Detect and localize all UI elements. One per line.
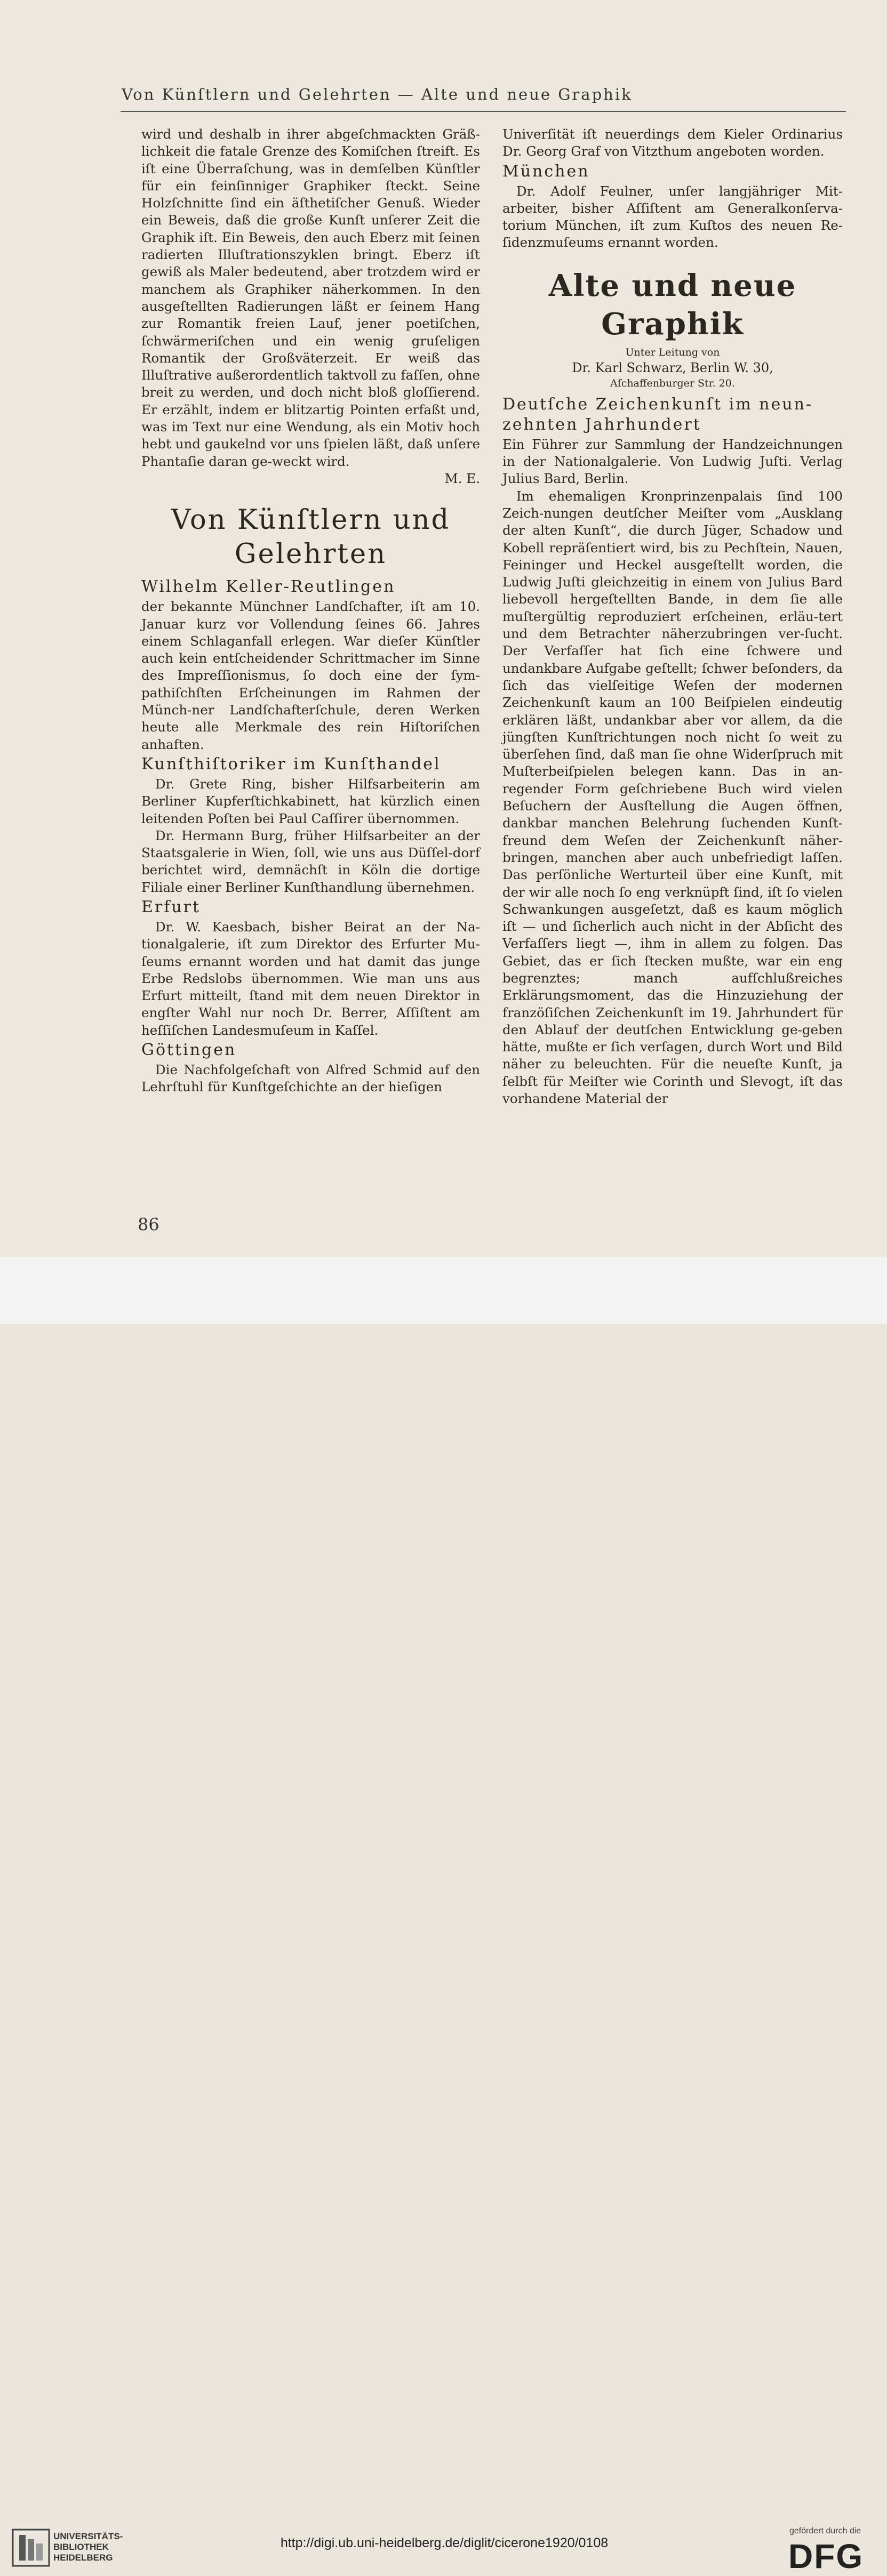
paragraph-burg: Dr. Hermann Burg, früher Hilfsarbeiter an der Staatsgalerie in Wien, ſoll, wie uns aus Düſſel-dorf berichtet wird, demnächſt in Köln die dortige Filiale einer Berliner Kunſthandlung übernehmen. bbox=[141, 827, 480, 895]
library-line-3: HEIDELBERG bbox=[53, 2553, 113, 2563]
section-title-graphik: Alte und neue Graphik bbox=[548, 268, 797, 342]
editor-line-2: Dr. Karl Schwarz, Berlin W. 30, bbox=[572, 360, 773, 375]
article-end-paragraph: wird und deshalb in ihrer abgeſchmackten Gräß-lichkeit die fatale Grenze des Komiſchen ſtreift. Es iſt eine Überraſchung, was in demſelben Künſtler für ein feinſinniger Graphiker ſteckt. Seine Holzſchnitte ſind ein äſthetiſcher Genuß. Wieder ein Beweis, daß die große Kunſt unſerer Zeit die Graphik iſt. Ein Beweis, den auch Eberz mit ſeinen radierten Illuſtrationszyklen bringt. Eberz iſt gewiß als Maler bedeutend, aber trotzdem wird er manchem als Graphiker näherkommen. In den ausgeſtellten Radierungen läßt er ſeinem Hang zur Romantik freien Lauf, jener poetiſchen, ſchwärmeriſchen und ein wenig gruſeligen Romantik der Großväterzeit. Er weiß das Illuſtrative außerordentlich taktvoll zu faſſen, ohne breit zu werden, und doch nicht bloß gloſſierend. Er erzählt, indem er blitzartig Pointen erfaßt und, was im Text nur eine Wendung, als ein Motiv hoch hebt und gaukelnd vor uns ſpielen läßt, daß unſere Phantaſie daran ge-weckt wird. bbox=[141, 126, 480, 469]
paragraph-keller: der bekannte Münchner Landſchafter, iſt am 10. Januar kurz vor Vollendung ſeines 66. Jahres einem Schlaganfall erlegen. War dieſer Künſtler auch kein entſcheidender Schrittmacher im Sinne des Impreſſionismus, ſo doch eine der ſym-pathiſchſten Erſcheinungen im Rahmen der Münch-ner Landſchafterſchule, deren Werken heute alle Merkmale des rein Hiſtoriſchen anhaften. bbox=[141, 599, 480, 752]
digitization-footer bbox=[0, 1257, 887, 2575]
heading-zeichenkunst: Deutſche Zeichenkunſt im neun-zehnten Jahrhundert bbox=[502, 395, 813, 434]
paragraph-ring: Dr. Grete Ring, bisher Hilfsarbeiterin am Berliner Kupferſtichkabinett, hat kürzlich einen leitenden Poſten bei Paul Caſſirer übernommen. bbox=[141, 776, 480, 826]
paragraph-book-info: Ein Führer zur Sammlung der Handzeichnungen in der Nationalgalerie. Von Ludwig Juſti. Verlag Julius Bard, Berlin. bbox=[502, 436, 843, 487]
heading-kunsthistoriker: Kunſthiſtoriker im Kunſthandel bbox=[141, 754, 441, 774]
heading-erfurt: Erfurt bbox=[141, 897, 201, 916]
library-name bbox=[53, 2531, 123, 2563]
section-title-line-2: Gelehrten bbox=[234, 538, 387, 570]
paragraph-goettingen: Die Nachfolgeſchaft von Alfred Schmid auf den Lehrſtuhl für Kunſtgeſchichte an der hieſigen bbox=[141, 1062, 480, 1095]
funding-note: gefördert durch die bbox=[789, 2526, 861, 2535]
editor-line-1: Unter Leitung von bbox=[625, 346, 720, 358]
author-signature: M. E. bbox=[444, 470, 480, 486]
left-column bbox=[141, 126, 480, 1096]
heading-muenchen: München bbox=[502, 162, 590, 181]
header-rule bbox=[121, 111, 846, 112]
running-head: Von Künſtlern und Gelehrten — Alte und neue Graphik bbox=[122, 85, 633, 103]
heading-goettingen: Göttingen bbox=[141, 1041, 237, 1060]
paragraph-review: Im ehemaligen Kronprinzenpalais ſind 100 Zeich-nungen deutſcher Meiſter vom „Ausklang der alten Kunſt“, die durch Jüger, Schadow und Kobell repräſentiert wird, bis zu Pechſtein, Nauen, Feininger und Heckel ausgeſtellt worden, die Ludwig Juſti gleichzeitig in einem von Julius Bard liebevoll hergeſtellten Bande, in dem ſie alle muſtergültig reproduziert erſcheinen, erläu-tert und dem Betrachter näherzubringen ver-ſucht. Der Verfaſſer hat ſich eine ſchwere und undankbare Aufgabe geſtellt; ſchwer beſonders, da ſich das vielſeitige Weſen der modernen Zeichenkunſt kaum an 100 Beiſpielen eindeutig erklären läßt, undankbar aber vor allem, da die jüngſten Kunſtrichtungen noch nicht ſo weit zu überſehen ſind, daß man ſie ohne Widerſpruch mit Muſterbeiſpielen belegen kann. Das in an-regender Form geſchriebene Buch wird vielen Beſuchern der Ausſtellung die Augen öffnen, dankbar manchen Belehrung ſuchenden Kunſt-freund dem Weſen der Zeichenkunſt näher-bringen, manchen aber auch unbefriedigt laſſen. Das perſönliche Werturteil über eine Kunſt, mit der wir alle noch ſo eng verknüpft ſind, iſt ſo vielen Schwankungen ausgeſetzt, daß es kaum möglich iſt — und ſicherlich auch nicht in der Abſicht des Verfaſſers liegt —, ihm in allem zu folgen. Das Gebiet, das er ſich ſtecken mußte, war ein eng begrenztes; manch aufſchlußreiches Erklärungsmoment, das die Hinzuziehung der franzöſiſchen Zeichenkunſt im 19. Jahrhundert für den Ablauf der deutſchen Entwicklung ge-geben hätte, mußte er ſich verſagen, durch Wort und Bild näher zu beleuchten. Für die neueſte Kunſt, ja ſelbſt für Meiſter wie Corinth und Slevogt, iſt das vorhandene Material der bbox=[502, 488, 843, 1107]
university-seal-icon bbox=[12, 2529, 50, 2567]
paragraph-continued: Univerſität iſt neuerdings dem Kieler Ordinarius Dr. Georg Graf von Vitzthum angeboten worden. bbox=[502, 126, 843, 159]
scanned-page bbox=[0, 0, 887, 1257]
library-line-1: UNIVERSITÄTS- bbox=[53, 2531, 123, 2541]
paragraph-erfurt: Dr. W. Kaesbach, bisher Beirat an der Na-tionalgalerie, iſt zum Direktor des Erfurter Mu-ſeums ernannt worden und hat damit das junge Erbe Redslobs übernommen. Wie man uns aus Erfurt mitteilt, ſtand mit dem neuen Direktor in engſter Wahl nur noch Dr. Berrer, Aſſiſtent am heſſiſchen Landesmuſeum in Kaſſel. bbox=[141, 919, 480, 1038]
paragraph-muenchen: Dr. Adolf Feulner, unſer langjähriger Mit-arbeiter, bisher Aſſiſtent am Generalkonſerva-torium München, iſt zum Kuſtos des neuen Re-ſidenzmuſeums ernannt worden. bbox=[502, 183, 843, 251]
permalink-url[interactable]: http://digi.ub.uni-heidelberg.de/diglit/cicerone1920/0108 bbox=[280, 2535, 609, 2550]
page-number: 86 bbox=[138, 1214, 159, 1235]
right-column bbox=[502, 126, 843, 1107]
editor-line-3: Aſchaffenburger Str. 20. bbox=[610, 377, 735, 389]
dfg-logo: DFG bbox=[788, 2537, 864, 2575]
library-line-2: BIBLIOTHEK bbox=[53, 2542, 109, 2552]
section-title-line-1: Von Künſtlern und bbox=[171, 504, 451, 536]
heading-keller: Wilhelm Keller-Reutlingen bbox=[141, 577, 396, 597]
section-title-kuenstler bbox=[141, 503, 480, 571]
